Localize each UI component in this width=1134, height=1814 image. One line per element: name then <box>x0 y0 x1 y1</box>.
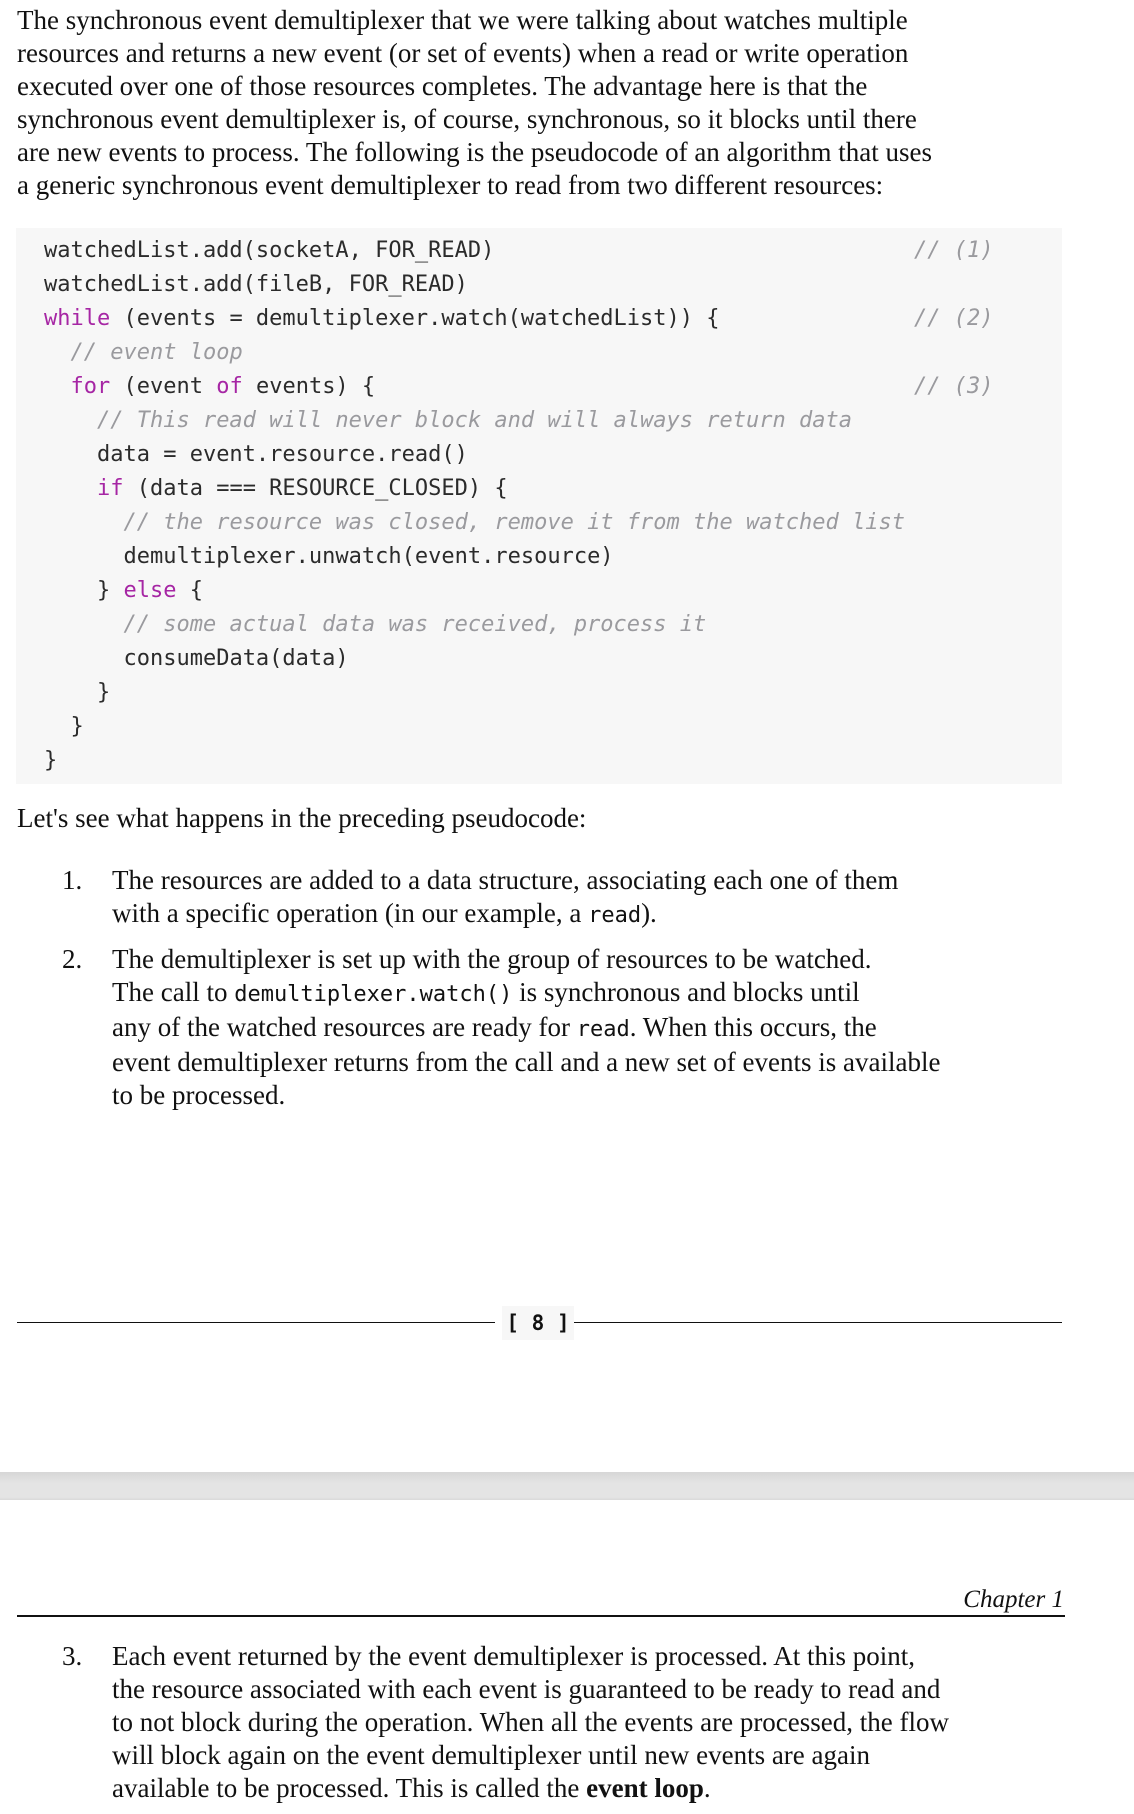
text-line <box>112 1640 1062 1673</box>
code-line <box>44 404 852 438</box>
code-token: data = event.resource.read() <box>96 442 468 467</box>
code-callout: // (3) <box>914 374 994 399</box>
text-run: . When this occurs, the <box>629 1012 877 1042</box>
code-indent <box>44 408 97 433</box>
code-line <box>44 642 349 676</box>
code-indent <box>44 374 71 399</box>
code-line <box>44 744 57 778</box>
code-token: consumeData(data) <box>123 646 349 671</box>
code-comment: // the resource was closed, remove it from the watched list <box>123 510 905 535</box>
code-token: } <box>96 680 111 705</box>
code-indent <box>44 340 71 365</box>
text-run: Each event returned by the event demultiplexer is processed. At this point, <box>112 1641 916 1671</box>
code-token: (data === RESOURCE_CLOSED) { <box>123 476 508 501</box>
bold-term: event loop <box>586 1773 704 1803</box>
text-line <box>112 1673 1062 1706</box>
code-indent <box>44 646 123 671</box>
code-line <box>44 234 494 268</box>
code-callout: // (1) <box>914 238 994 263</box>
code-indent <box>44 442 97 467</box>
code-keyword: else <box>123 578 177 603</box>
list-number: 3. <box>62 1641 83 1671</box>
list-text <box>112 943 1062 1112</box>
text-line: synchronous event demultiplexer is, of course, synchronous, so it blocks until there <box>17 104 917 134</box>
text-line <box>112 976 1062 1011</box>
text-line: resources and returns a new event (or set of events) when a read or write operation <box>17 38 909 68</box>
text-line <box>112 1772 1062 1805</box>
code-block[interactable] <box>16 228 1062 784</box>
code-keyword: while <box>44 306 111 331</box>
code-token: (event <box>110 374 217 399</box>
code-indent <box>44 578 97 603</box>
text-run: ). <box>641 898 657 928</box>
code-token: } <box>44 748 58 773</box>
text-line <box>112 897 1062 932</box>
code-keyword: for <box>70 374 111 399</box>
code-keyword: if <box>96 476 124 501</box>
code-indent <box>44 680 97 705</box>
text-run: to not block during the operation. When all the events are processed, the flow <box>112 1707 949 1737</box>
text-line <box>112 1739 1062 1772</box>
footer-rule-left <box>17 1322 495 1323</box>
text-line: executed over one of those resources completes. The advantage here is that the <box>17 71 868 101</box>
list-text <box>112 864 1062 932</box>
text-run: The demultiplexer is set up with the group of resources to be watched. <box>112 944 872 974</box>
text-run: available to be processed. This is called the <box>112 1773 587 1803</box>
code-line <box>44 676 110 710</box>
code-line <box>44 506 905 540</box>
code-token: watchedList.add(socketA, FOR_READ) <box>44 238 495 263</box>
text-run: with a specific operation (in our example, a <box>112 898 589 928</box>
text-line <box>112 1046 1062 1079</box>
code-line <box>44 540 614 574</box>
footer-rule-right <box>574 1322 1062 1323</box>
text-run: . <box>703 1773 711 1803</box>
page-separator <box>0 1472 1134 1500</box>
code-comment: // This read will never block and will always return data <box>96 408 852 433</box>
code-comment: // event loop <box>70 340 243 365</box>
list-text <box>112 1640 1062 1805</box>
text-run: to be processed. <box>112 1080 286 1110</box>
inline-code: demultiplexer.watch() <box>234 982 513 1007</box>
code-token: watchedList.add(fileB, FOR_READ) <box>44 272 468 297</box>
inline-code: read <box>588 903 642 928</box>
code-line <box>44 438 468 472</box>
text-line: a generic synchronous event demultiplexer to read from two different resources: <box>17 170 884 200</box>
intro-paragraph <box>17 4 1067 202</box>
code-indent <box>44 612 123 637</box>
code-token: } <box>70 714 84 739</box>
code-comment: // some actual data was received, process it <box>123 612 707 637</box>
lead-in-paragraph: Let's see what happens in the preceding pseudocode: <box>17 803 587 833</box>
code-keyword: of <box>216 374 243 399</box>
list-number: 2. <box>62 944 83 974</box>
code-token: (events = demultiplexer.watch(watchedList)) { <box>110 306 720 331</box>
code-line <box>44 336 243 370</box>
code-token: demultiplexer.unwatch(event.resource) <box>123 544 614 569</box>
text-line <box>112 864 1062 897</box>
text-run: the resource associated with each event is guaranteed to be ready to read and <box>112 1674 941 1704</box>
code-token: } <box>96 578 124 603</box>
code-callout: // (2) <box>914 306 994 331</box>
code-token: { <box>176 578 203 603</box>
text-line <box>112 1011 1062 1046</box>
text-line: The synchronous event demultiplexer that we were talking about watches multiple <box>17 5 908 35</box>
code-line <box>44 608 706 642</box>
text-line: are new events to process. The following is the pseudocode of an algorithm that uses <box>17 137 933 167</box>
code-indent <box>44 510 123 535</box>
text-run: The call to <box>112 977 235 1007</box>
code-indent <box>44 714 71 739</box>
running-header: Chapter 1 <box>963 1586 1064 1613</box>
text-run: event demultiplexer returns from the call and a new set of events is available <box>112 1047 941 1077</box>
text-run: is synchronous and blocks until <box>512 977 860 1007</box>
code-token: events) { <box>242 374 376 399</box>
text-run: The resources are added to a data structure, associating each one of them <box>112 865 899 895</box>
code-line <box>44 472 508 506</box>
text-line <box>112 943 1062 976</box>
code-indent <box>44 476 97 501</box>
code-line <box>44 574 203 608</box>
code-indent <box>44 544 123 569</box>
code-line <box>44 370 375 404</box>
text-run: will block again on the event demultiplexer until new events are again <box>112 1740 871 1770</box>
page-number: [ 8 ] <box>502 1306 574 1340</box>
text-line <box>112 1079 1062 1112</box>
list-number: 1. <box>62 865 83 895</box>
code-line <box>44 302 720 336</box>
code-line <box>44 710 84 744</box>
text-run: any of the watched resources are ready for <box>112 1012 577 1042</box>
code-line <box>44 268 468 302</box>
text-line <box>112 1706 1062 1739</box>
header-rule <box>17 1615 1065 1617</box>
inline-code: read <box>576 1017 630 1042</box>
